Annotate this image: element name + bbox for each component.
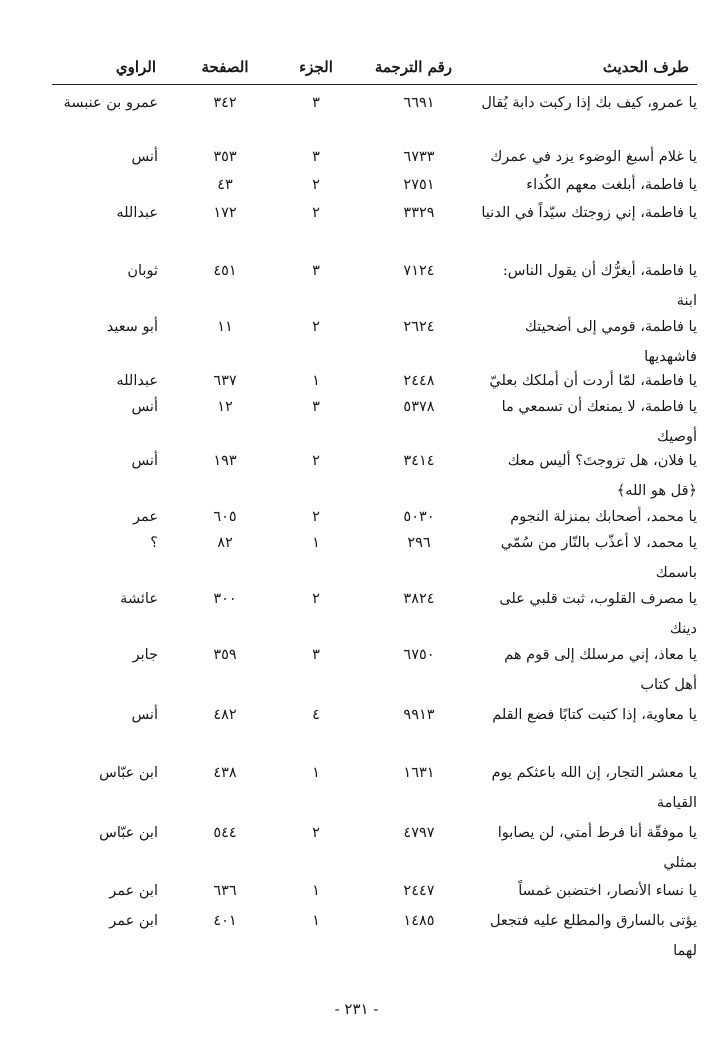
hadith-text: يا فاطمة، قومي إلى أضحيتك فاشهديها <box>524 319 697 365</box>
juz-number: ١ <box>312 373 320 389</box>
narrator: ابن عمر <box>109 883 158 899</box>
page-footer-number: - ٢٣١ - <box>334 1000 379 1018</box>
juz-number: ٢ <box>312 825 320 841</box>
header-safha: الصفحة <box>201 58 249 76</box>
narrator: ابن عبّاس <box>99 825 158 841</box>
juz-number: ٢ <box>312 319 320 335</box>
hadith-text: يا فاطمة، إني زوجتك سيّداً في الدنيا <box>481 205 697 221</box>
page-number: ٥٤٤ <box>213 825 237 841</box>
page-number: ٣٥٣ <box>213 149 237 165</box>
tarjama-number: ٢٧٥١ <box>403 177 435 193</box>
page-number: ٦٣٧ <box>213 373 237 389</box>
hadith-text: يا فاطمة، أيغرُّك أن يقول الناس: ابنة <box>502 263 697 309</box>
page-number: ٤٥١ <box>213 263 237 279</box>
narrator: ابن عمر <box>109 913 158 929</box>
juz-number: ٢ <box>312 509 320 525</box>
page-number: ٦٣٦ <box>213 883 237 899</box>
hadith-text: يا معشر التجار، إن الله باعثكم يوم القيامة <box>491 765 697 811</box>
tarjama-number: ١٤٨٥ <box>403 913 435 929</box>
hadith-text: يا محمد، لا أعذّب بالنّار من سُمّي باسمك <box>500 535 697 581</box>
hadith-text: يؤتى بالسارق والمطلع عليه فتجعل لهما <box>489 913 697 959</box>
juz-number: ٢ <box>312 591 320 607</box>
tarjama-number: ٣٣٢٩ <box>403 205 435 221</box>
juz-number: ٣ <box>312 399 320 415</box>
tarjama-number: ٣٨٢٤ <box>403 591 435 607</box>
page-number: ٣٠٠ <box>213 591 237 607</box>
tarjama-number: ٥٣٧٨ <box>403 399 435 415</box>
narrator: جابر <box>132 647 158 663</box>
juz-number: ١ <box>312 913 320 929</box>
juz-number: ٣ <box>312 263 320 279</box>
tarjama-number: ٢٤٤٨ <box>403 373 435 389</box>
juz-number: ٣ <box>312 647 320 663</box>
narrator: أنس <box>131 707 158 723</box>
tarjama-number: ١٦٣١ <box>403 765 435 781</box>
page-number: ٦٠٥ <box>213 509 237 525</box>
juz-number: ٣ <box>312 149 320 165</box>
page-number: ٤٣ <box>217 177 233 193</box>
page-number: ٣٤٢ <box>213 95 237 111</box>
hadith-text: يا محمد، أصحابك بمنزلة النجوم <box>510 509 697 525</box>
page-number: ٨٢ <box>217 535 233 551</box>
hadith-text: يا معاوية، إذا كتبت كتابًا فضع القلم <box>492 707 697 723</box>
hadith-text: يا معاذ، إني مرسلك إلى قوم هم أهل كتاب <box>504 647 697 693</box>
hadith-text: يا فاطمة، أبلغت معهم الكُداء <box>526 177 697 193</box>
hadith-text: يا فلان، هل تزوجتَ؟ أليس معك ﴿قل هو الله﴾ <box>507 453 697 499</box>
juz-number: ٢ <box>312 177 320 193</box>
hadith-text: يا عمرو، كيف بك إذا ركبت دابة يُقال <box>481 95 697 111</box>
tarjama-number: ٦٧٣٣ <box>403 149 435 165</box>
page-number: ٤٣٨ <box>213 765 237 781</box>
hadith-text: يا فاطمة، لمّا أردت أن أملكك بعليّ <box>489 373 697 389</box>
narrator: عمر <box>132 509 158 525</box>
narrator: عبدالله <box>116 373 158 389</box>
page-number: ١٢ <box>217 399 233 415</box>
page-number: ١٩٣ <box>213 453 237 469</box>
header-tarjama: رقم الترجمة <box>374 58 452 76</box>
page-number: ٤٨٢ <box>213 707 237 723</box>
page-number: ٤٠١ <box>213 913 237 929</box>
tarjama-number: ٢٤٤٧ <box>403 883 435 899</box>
header-juz: الجزء <box>299 58 333 76</box>
narrator: أنس <box>131 399 158 415</box>
header-hadith: طرف الحديث <box>602 58 689 76</box>
narrator: أبو سعيد <box>106 319 158 335</box>
narrator: ابن عبّاس <box>99 765 158 781</box>
narrator: ؟ <box>150 535 158 551</box>
narrator: عائشة <box>120 591 158 607</box>
hadith-text: يا مصرف القلوب، ثبت قلبي على دينك <box>499 591 697 637</box>
narrator: عمرو بن عنبسة <box>63 95 158 111</box>
narrator: ثوبان <box>127 263 158 279</box>
hadith-text: يا فاطمة، لا يمنعك أن تسمعي ما أوصيك <box>501 399 697 445</box>
page-number: ١١ <box>217 319 233 335</box>
tarjama-number: ٦٦٩١ <box>403 95 435 111</box>
juz-number: ٤ <box>312 707 320 723</box>
tarjama-number: ٤٧٩٧ <box>403 825 435 841</box>
juz-number: ٢ <box>312 205 320 221</box>
hadith-text: يا نساء الأنصار، اختضبن غمساً <box>518 883 697 899</box>
tarjama-number: ٢٦٢٤ <box>403 319 435 335</box>
juz-number: ٣ <box>312 95 320 111</box>
tarjama-number: ٩٩١٣ <box>403 707 435 723</box>
tarjama-number: ٦٧٥٠ <box>403 647 435 663</box>
page-number: ١٧٢ <box>213 205 237 221</box>
tarjama-number: ٣٤١٤ <box>403 453 435 469</box>
hadith-text: يا موفقّة أنا فرط أمتي، لن يصابوا بمثلي <box>497 825 697 871</box>
juz-number: ١ <box>312 765 320 781</box>
tarjama-number: ٧١٢٤ <box>403 263 435 279</box>
header-rawi: الراوي <box>115 58 156 76</box>
narrator: عبدالله <box>116 205 158 221</box>
juz-number: ١ <box>312 883 320 899</box>
tarjama-number: ٢٩٦ <box>407 535 431 551</box>
juz-number: ١ <box>312 535 320 551</box>
narrator: أنس <box>131 453 158 469</box>
hadith-text: يا غلام أسبغ الوضوء يزد في عمرك <box>490 149 697 165</box>
page-number: ٣٥٩ <box>213 647 237 663</box>
narrator: أنس <box>131 149 158 165</box>
juz-number: ٢ <box>312 453 320 469</box>
tarjama-number: ٥٠٣٠ <box>403 509 435 525</box>
